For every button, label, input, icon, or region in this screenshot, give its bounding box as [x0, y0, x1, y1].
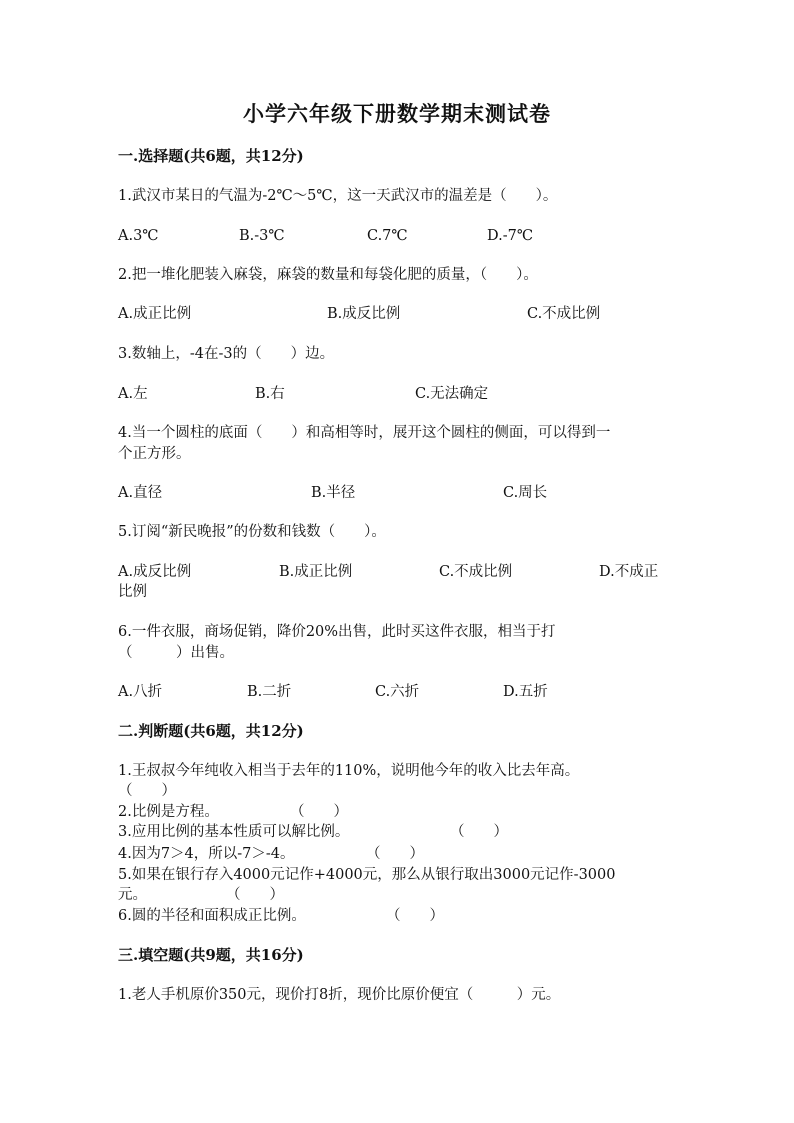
option-1-2-c: C.不成比例 — [527, 306, 601, 322]
section-header-judgement: 二.判断题(共6题，共12分) — [118, 722, 304, 740]
section-header-fill-in: 三.填空题(共9题，共16分) — [118, 946, 304, 964]
judgement-4-blank: （ ） — [366, 846, 424, 862]
judgement-2-blank: （ ） — [290, 804, 348, 820]
question-1-6-line1: 6.一件衣服，商场促销，降价20%出售，此时买这件衣服，相当于打 — [118, 624, 556, 640]
fill-in-1: 1.老人手机原价350元，现价打8折，现价比原价便宜（ ）元。 — [118, 987, 561, 1003]
judgement-5-blank: （ ） — [226, 887, 284, 903]
section-header-choice: 一.选择题(共6题，共12分) — [118, 147, 304, 165]
option-1-2-a: A.成正比例 — [118, 306, 192, 322]
judgement-1-line1: 1.王叔叔今年纯收入相当于去年的110%，说明他今年的收入比去年高。 — [118, 763, 580, 779]
option-1-1-d: D.-7℃ — [487, 228, 534, 244]
question-1-3: 3.数轴上，-4在-3的（ ）边。 — [118, 346, 335, 362]
option-1-4-c: C.周长 — [503, 485, 548, 501]
option-1-6-d: D.五折 — [503, 684, 548, 700]
question-1-5: 5.订阅“新民晚报”的份数和钱数（ ）。 — [118, 524, 386, 540]
judgement-4: 4.因为7＞4，所以-7＞-4。 — [118, 846, 295, 862]
option-1-3-b: B.右 — [255, 386, 285, 402]
option-1-3-c: C.无法确定 — [415, 386, 489, 402]
option-1-6-c: C.六折 — [375, 684, 420, 700]
option-1-1-b: B.-3℃ — [239, 228, 285, 244]
question-1-4-line2: 个正方形。 — [118, 446, 191, 462]
option-1-6-a: A.八折 — [118, 684, 163, 700]
judgement-5-line1: 5.如果在银行存入4000元记作+4000元，那么从银行取出3000元记作-3000 — [118, 867, 616, 883]
question-1-2: 2.把一堆化肥装入麻袋，麻袋的数量和每袋化肥的质量，（ ）。 — [118, 267, 538, 283]
option-1-5-d: D.不成正 — [599, 564, 659, 580]
option-1-5-b: B.成正比例 — [279, 564, 353, 580]
judgement-1-blank: （ ） — [118, 783, 176, 799]
option-1-4-a: A.直径 — [118, 485, 163, 501]
option-1-4-b: B.半径 — [311, 485, 356, 501]
judgement-3-blank: （ ） — [450, 824, 508, 840]
option-1-6-b: B.二折 — [247, 684, 292, 700]
option-1-2-b: B.成反比例 — [327, 306, 401, 322]
option-1-5-c: C.不成比例 — [439, 564, 513, 580]
question-1-1: 1.武汉市某日的气温为-2℃～5℃，这一天武汉市的温差是（ ）。 — [118, 188, 558, 204]
option-1-3-a: A.左 — [118, 386, 148, 402]
option-1-5-a: A.成反比例 — [118, 564, 192, 580]
option-1-5-d-wrap: 比例 — [118, 584, 147, 600]
option-1-1-c: C.7℃ — [367, 228, 408, 244]
judgement-6-blank: （ ） — [386, 908, 444, 924]
page-title: 小学六年级下册数学期末测试卷 — [243, 101, 551, 126]
question-1-6-line2: （ ）出售。 — [118, 645, 234, 661]
judgement-3: 3.应用比例的基本性质可以解比例。 — [118, 824, 350, 840]
judgement-2: 2.比例是方程。 — [118, 804, 219, 820]
question-1-4-line1: 4.当一个圆柱的底面（ ）和高相等时，展开这个圆柱的侧面，可以得到一 — [118, 425, 611, 441]
judgement-6: 6.圆的半径和面积成正比例。 — [118, 908, 306, 924]
judgement-5-line2: 元。 — [118, 887, 147, 903]
option-1-1-a: A.3℃ — [118, 228, 159, 244]
